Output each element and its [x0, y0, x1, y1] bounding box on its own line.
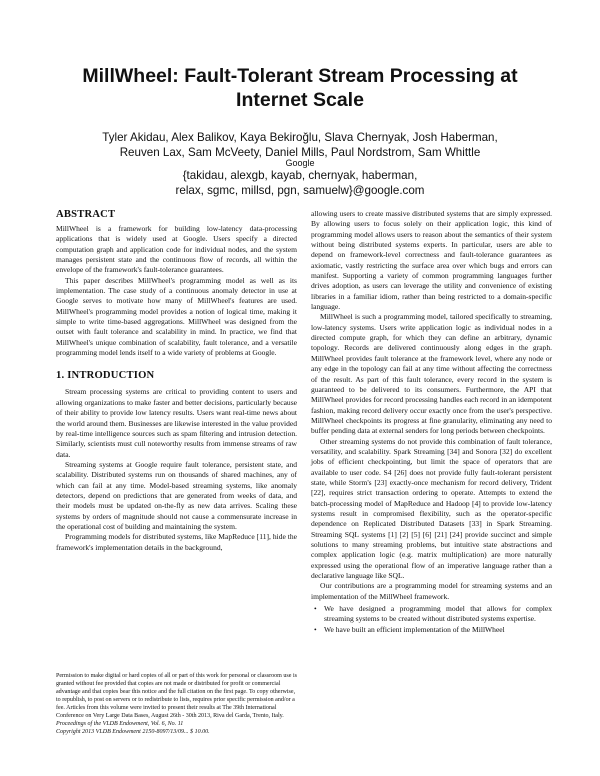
bullet-icon: •: [314, 604, 317, 614]
list-item: [311, 625, 552, 635]
intro-paragraph: Programming models for distributed systems, like MapReduce [11], hide the framework's implementation details in the background,: [56, 532, 297, 552]
author-list: [60, 131, 540, 160]
title-line-1: MillWheel: Fault-Tolerant Stream Processing at: [82, 65, 518, 87]
authors-line-1: Tyler Akidau, Alex Balikov, Kaya Bekiroğlu, Slava Chernyak, Josh Haberman,: [102, 131, 498, 144]
body-paragraph: Our contributions are a programming model for streaming systems and an implementation of the MillWheel framework.: [311, 581, 552, 601]
contributions-list: [311, 604, 552, 635]
affiliation: Google: [285, 158, 315, 168]
copyright-line: Copyright 2013 VLDB Endowment 2150-8097/13/09... $ 10.00.: [56, 729, 210, 736]
intro-paragraph: Streaming systems at Google require fault tolerance, persistent state, and scalability. Distributed systems run on thousands of shared machines, any of which can fail at any time. Model-based streaming systems, like anomaly detectors, depend on predictions that are generated from weeks of data, and their models must be updated on-the-fly as new data arrives. Scaling these systems by orders of magnitude should not cause a commensurate increase in the operational cost of building and maintaining the system.: [56, 459, 297, 531]
proceedings-line: Proceedings of the VLDB Endowment, Vol. 6, No. 11: [56, 721, 184, 728]
body-paragraph: allowing users to create massive distributed systems that are simply expressed. By allowing users to focus solely on their application logic, this kind of programming model allows users to reason about the semantics of their system without being distributed systems experts. In particular, users are able to depend on framework-level correctness and fault-tolerance guarantees as axiomatic, vastly restricting the surface area over which bugs and errors can manifest. Supporting a variety of common programming languages further drives adoption, as users can leverage the utility and convenience of existing libraries in a familiar idiom, rather than being restricted to a domain-specific language.: [311, 209, 552, 312]
paper-title: [60, 64, 540, 112]
permission-notice: Permission to make digital or hard copies of all or part of this work for personal or classroom use is granted without fee provided that copies are not made or distributed for profit or commercial advantage and that copies bear this notice and the full citation on the first page. To copy otherwise, to republish, to post on servers or to redistribute to lists, requires prior specific permission and/or a fee. Articles from this volume were invited to present their results at The 39th International Conference on Very Large Data Bases, August 26th - 30th 2013, Riva del Garda, Trento, Italy.: [56, 673, 297, 720]
body-paragraph: Other streaming systems do not provide this combination of fault tolerance, versatility, and scalability. Spark Streaming [34] and Sonora [32] do excellent jobs of efficient checkpointing, but limit the space of operators that are available to user code. S4 [26] does not provide fully fault-tolerant persistent state, while Storm's [23] exactly-once mechanism for record delivery, Trident [22], requires strict transaction ordering to operate. Attempts to extend the batch-processing model of MapReduce and Hadoop [4] to provide low-latency systems result in compromised flexibility, such as the operator-specific dependence on Replicated Distributed Datasets [33] in Spark Streaming. Streaming SQL systems [1] [2] [5] [6] [21] [24] provide succinct and simple solutions to many streaming problems, but intuitive state abstractions and complex application logic (e.g. matrix multiplication) are more naturally expressed using the operational flow of an imperative language rather than a declarative language like SQL.: [311, 436, 552, 581]
abstract-paragraph: This paper describes MillWheel's programming model as well as its implementation. The case study of a continuous anomaly detector in use at Google serves to motivate how many of MillWheel's features are used. MillWheel's programming model provides a notion of logical time, making it simple to write time-based aggregations. MillWheel was designed from the outset with fault tolerance and scalability in mind. In practice, we find that MillWheel's unique combination of scalability, fault tolerance, and a versatile programming model lends itself to a wide variety of problems at Google.: [56, 275, 297, 358]
list-item-text: We have built an efficient implementation of the MillWheel: [324, 624, 505, 634]
list-item-text: We have designed a programming model that allows for complex streaming systems to be created without distributed systems expertise.: [324, 604, 552, 624]
author-emails: [60, 169, 540, 198]
abstract-heading: ABSTRACT: [56, 209, 116, 220]
title-line-2: Internet Scale: [236, 89, 364, 111]
abstract-paragraph: MillWheel is a framework for building low-latency data-processing applications that is widely used at Google. Users specify a directed computation graph and application code for individual nodes, and the system manages persistent state and the continuous flow of records, all within the envelope of the framework's fault-tolerance guarantees.: [56, 224, 297, 275]
body-paragraph: MillWheel is such a programming model, tailored specifically to streaming, low-latency systems. Users write application logic as individual nodes in a directed compute graph, for which they can define an arbitrary, dynamic topology. Records are delivered continuously along edges in the graph. MillWheel provides fault tolerance at the framework level, where any node or any edge in the topology can fail at any time without affecting the correctness of the result. As part of this fault tolerance, every record in the system is guaranteed to be delivered to its consumers. Furthermore, the API that MillWheel provides for record processing handles each record in an idempotent fashion, making record delivery occur exactly once from the user's perspective. MillWheel checkpoints its progress at fine granularity, eliminating any need to buffer pending data at external senders for long periods between checkpoints.: [311, 312, 552, 436]
emails-line-2: relax, sgmc, millsd, pgn, samuelw}@google.com: [175, 183, 425, 197]
list-item: [311, 604, 552, 625]
left-column: [56, 208, 297, 553]
emails-line-1: {takidau, alexgb, kayab, chernyak, haberman,: [182, 169, 418, 182]
bullet-icon: •: [314, 624, 317, 634]
intro-paragraph: Stream processing systems are critical to providing content to users and allowing organizations to make faster and better decisions, particularly because of their ability to provide low latency results. Users want real-time news about the world around them. Businesses are likewise interested in the value provided by real-time intelligence sources such as spam filtering and intrusion detection. Similarly, scientists must cull noteworthy results from immense streams of raw data.: [56, 387, 297, 459]
authors-line-2: Reuven Lax, Sam McVeety, Daniel Mills, Paul Nordstrom, Sam Whittle: [119, 145, 481, 159]
copyright-footnote: [56, 672, 297, 736]
right-column: [311, 209, 552, 635]
introduction-heading: 1. INTRODUCTION: [56, 370, 155, 382]
